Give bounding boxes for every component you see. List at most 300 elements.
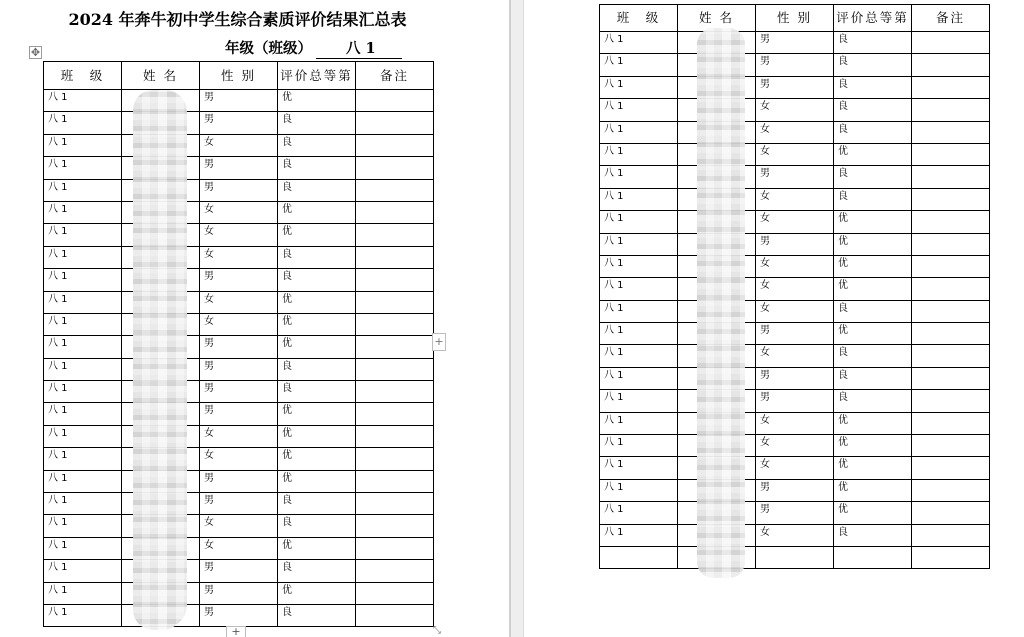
cell-remarks[interactable] (912, 99, 990, 121)
cell-class[interactable]: 八 1 (600, 54, 678, 76)
cell-gender[interactable]: 女 (200, 448, 278, 470)
cell-class[interactable]: 八 1 (600, 390, 678, 412)
cell-class[interactable]: 八 1 (44, 403, 122, 425)
cell-evaluation[interactable]: 良 (278, 269, 356, 291)
table-resize-corner-icon[interactable]: ⤡ (433, 625, 441, 636)
header-gender: 性 别 (756, 5, 834, 32)
cell-name[interactable] (122, 448, 200, 470)
cell-gender[interactable]: 男 (200, 112, 278, 134)
cell-evaluation[interactable]: 良 (834, 367, 912, 389)
cell-evaluation[interactable]: 良 (278, 179, 356, 201)
cell-evaluation[interactable]: 良 (278, 515, 356, 537)
cell-name[interactable] (122, 470, 200, 492)
table-row (44, 515, 434, 537)
cell-evaluation[interactable]: 优 (278, 425, 356, 447)
cell-name[interactable] (678, 211, 756, 233)
cell-name[interactable] (122, 313, 200, 335)
cell-evaluation[interactable]: 优 (834, 323, 912, 345)
cell-remarks[interactable] (912, 479, 990, 501)
cell-gender[interactable]: 男 (200, 336, 278, 358)
cell-gender[interactable]: 男 (756, 166, 834, 188)
cell-class[interactable]: 八 1 (44, 201, 122, 223)
cell-evaluation[interactable]: 良 (834, 188, 912, 210)
cell-evaluation[interactable]: 优 (278, 403, 356, 425)
cell-remarks[interactable] (356, 425, 434, 447)
cell-class[interactable]: 八 1 (44, 269, 122, 291)
empty-cell[interactable] (678, 546, 756, 568)
table-row (600, 255, 990, 277)
cell-remarks[interactable] (356, 358, 434, 380)
cell-remarks[interactable] (356, 403, 434, 425)
cell-class[interactable]: 八 1 (600, 76, 678, 98)
cell-name[interactable] (122, 515, 200, 537)
cell-gender[interactable]: 男 (200, 381, 278, 403)
header-name: 姓 名 (122, 62, 200, 90)
empty-cell[interactable] (600, 546, 678, 568)
cell-class[interactable]: 八 1 (600, 99, 678, 121)
cell-remarks[interactable] (912, 278, 990, 300)
cell-gender[interactable]: 男 (756, 367, 834, 389)
cell-evaluation[interactable]: 优 (834, 278, 912, 300)
cell-name[interactable] (678, 502, 756, 524)
cell-evaluation[interactable]: 良 (278, 493, 356, 515)
table-row (600, 345, 990, 367)
cell-name[interactable] (122, 291, 200, 313)
cell-remarks[interactable] (356, 313, 434, 335)
cell-evaluation[interactable]: 良 (834, 345, 912, 367)
table-row (600, 524, 990, 546)
cell-remarks[interactable] (912, 166, 990, 188)
cell-gender[interactable]: 女 (200, 246, 278, 268)
cell-gender[interactable]: 女 (756, 435, 834, 457)
cell-evaluation[interactable]: 良 (278, 157, 356, 179)
cell-class[interactable]: 八 1 (600, 32, 678, 54)
cell-name[interactable] (122, 246, 200, 268)
cell-class[interactable]: 八 1 (600, 479, 678, 501)
cell-class[interactable]: 八 1 (44, 604, 122, 626)
cell-name[interactable] (122, 403, 200, 425)
cell-name[interactable] (122, 493, 200, 515)
empty-cell[interactable] (756, 546, 834, 568)
table-header-row (44, 62, 434, 90)
table-row (44, 224, 434, 246)
cell-name[interactable] (678, 435, 756, 457)
cell-evaluation[interactable]: 良 (834, 76, 912, 98)
cell-class[interactable]: 八 1 (600, 188, 678, 210)
cell-class[interactable]: 八 1 (44, 381, 122, 403)
table-row (44, 179, 434, 201)
cell-class[interactable]: 八 1 (600, 367, 678, 389)
cell-gender[interactable]: 男 (756, 502, 834, 524)
cell-gender[interactable]: 男 (200, 560, 278, 582)
cell-remarks[interactable] (356, 470, 434, 492)
table-row (600, 211, 990, 233)
cell-gender[interactable]: 女 (756, 345, 834, 367)
cell-class[interactable]: 八 1 (600, 166, 678, 188)
table-row (600, 479, 990, 501)
cell-remarks[interactable] (356, 537, 434, 559)
cell-class[interactable]: 八 1 (600, 323, 678, 345)
cell-remarks[interactable] (912, 390, 990, 412)
cell-class[interactable]: 八 1 (600, 255, 678, 277)
cell-gender[interactable]: 女 (756, 211, 834, 233)
cell-remarks[interactable] (912, 143, 990, 165)
table-row (600, 99, 990, 121)
table-row (44, 582, 434, 604)
cell-gender[interactable]: 女 (756, 99, 834, 121)
cell-gender[interactable]: 男 (756, 323, 834, 345)
table-row (600, 121, 990, 143)
cell-name[interactable] (122, 179, 200, 201)
cell-class[interactable]: 八 1 (600, 502, 678, 524)
cell-class[interactable]: 八 1 (44, 313, 122, 335)
cell-evaluation[interactable]: 优 (278, 582, 356, 604)
cell-name[interactable] (678, 54, 756, 76)
cell-remarks[interactable] (356, 134, 434, 156)
cell-class[interactable]: 八 1 (44, 157, 122, 179)
cell-gender[interactable]: 男 (756, 390, 834, 412)
cell-evaluation[interactable]: 良 (278, 381, 356, 403)
header-class: 班 级 (44, 62, 122, 90)
table-row (600, 390, 990, 412)
table-row (600, 188, 990, 210)
add-row-plus-icon[interactable]: + (226, 626, 246, 637)
cell-evaluation[interactable]: 良 (834, 524, 912, 546)
cell-remarks[interactable] (912, 233, 990, 255)
cell-class[interactable]: 八 1 (44, 515, 122, 537)
cell-evaluation[interactable]: 优 (278, 201, 356, 223)
cell-name[interactable] (678, 99, 756, 121)
grade-value: 八 1 (316, 37, 402, 59)
cell-gender[interactable]: 女 (756, 524, 834, 546)
cell-evaluation[interactable]: 优 (278, 90, 356, 112)
cell-evaluation[interactable]: 优 (834, 412, 912, 434)
cell-name[interactable] (678, 367, 756, 389)
cell-class[interactable]: 八 1 (44, 448, 122, 470)
cell-evaluation[interactable]: 良 (834, 121, 912, 143)
cell-evaluation[interactable]: 良 (278, 134, 356, 156)
cell-remarks[interactable] (912, 323, 990, 345)
cell-evaluation[interactable]: 优 (278, 537, 356, 559)
table-row (44, 157, 434, 179)
cell-name[interactable] (678, 233, 756, 255)
cell-class[interactable]: 八 1 (44, 470, 122, 492)
cell-gender[interactable]: 女 (756, 121, 834, 143)
table-row (44, 448, 434, 470)
cell-remarks[interactable] (356, 582, 434, 604)
table-row (600, 435, 990, 457)
table-row (600, 32, 990, 54)
cell-class[interactable]: 八 1 (44, 112, 122, 134)
summary-table-page-1 (43, 61, 434, 627)
cell-evaluation[interactable]: 良 (834, 300, 912, 322)
cell-evaluation[interactable]: 优 (278, 224, 356, 246)
table-row (600, 54, 990, 76)
cell-remarks[interactable] (912, 188, 990, 210)
document-title: 2024 年奔牛初中学生综合素质评价结果汇总表 (68, 10, 407, 29)
cell-name[interactable] (678, 188, 756, 210)
cell-class[interactable]: 八 1 (600, 435, 678, 457)
grade-label: 年级（班级） (225, 40, 312, 57)
cell-remarks[interactable] (356, 246, 434, 268)
table-row (600, 412, 990, 434)
cell-class[interactable]: 八 1 (600, 121, 678, 143)
cell-remarks[interactable] (356, 90, 434, 112)
cell-evaluation[interactable]: 良 (834, 32, 912, 54)
cell-class[interactable]: 八 1 (44, 336, 122, 358)
cell-remarks[interactable] (912, 121, 990, 143)
cell-evaluation[interactable]: 良 (834, 390, 912, 412)
header-remarks: 备注 (912, 5, 990, 32)
table-row (44, 313, 434, 335)
cell-evaluation[interactable]: 良 (834, 99, 912, 121)
cell-class[interactable]: 八 1 (600, 143, 678, 165)
cell-evaluation[interactable]: 优 (834, 143, 912, 165)
cell-class[interactable]: 八 1 (600, 412, 678, 434)
cell-name[interactable] (122, 336, 200, 358)
cell-evaluation[interactable]: 良 (278, 604, 356, 626)
header-name: 姓 名 (678, 5, 756, 32)
cell-gender[interactable]: 女 (200, 425, 278, 447)
cell-class[interactable]: 八 1 (44, 537, 122, 559)
cell-name[interactable] (122, 560, 200, 582)
cell-evaluation[interactable]: 优 (278, 448, 356, 470)
cell-name[interactable] (678, 76, 756, 98)
cell-remarks[interactable] (356, 157, 434, 179)
cell-name[interactable] (122, 269, 200, 291)
cell-gender[interactable]: 男 (200, 157, 278, 179)
cell-class[interactable]: 八 1 (600, 278, 678, 300)
cell-remarks[interactable] (912, 54, 990, 76)
cell-name[interactable] (678, 390, 756, 412)
cell-gender[interactable]: 男 (756, 233, 834, 255)
cell-gender[interactable]: 女 (200, 515, 278, 537)
cell-remarks[interactable] (356, 604, 434, 626)
cell-evaluation[interactable]: 优 (278, 313, 356, 335)
cell-name[interactable] (678, 255, 756, 277)
cell-evaluation[interactable]: 优 (834, 479, 912, 501)
cell-name[interactable] (122, 134, 200, 156)
cell-gender[interactable]: 男 (200, 470, 278, 492)
cell-gender[interactable]: 女 (756, 457, 834, 479)
table-move-handle-icon[interactable]: ✥ (30, 46, 41, 59)
cell-remarks[interactable] (912, 502, 990, 524)
cell-remarks[interactable] (912, 412, 990, 434)
cell-remarks[interactable] (912, 457, 990, 479)
cell-evaluation[interactable]: 良 (278, 112, 356, 134)
cell-remarks[interactable] (356, 448, 434, 470)
table-row (600, 143, 990, 165)
cell-name[interactable] (122, 201, 200, 223)
cell-name[interactable] (122, 358, 200, 380)
cell-remarks[interactable] (912, 300, 990, 322)
table-row (44, 90, 434, 112)
cell-class[interactable]: 八 1 (44, 291, 122, 313)
cell-gender[interactable]: 男 (200, 582, 278, 604)
cell-class[interactable]: 八 1 (44, 224, 122, 246)
cell-remarks[interactable] (356, 201, 434, 223)
cell-remarks[interactable] (356, 224, 434, 246)
cell-gender[interactable]: 男 (756, 76, 834, 98)
cell-name[interactable] (122, 604, 200, 626)
cell-remarks[interactable] (356, 179, 434, 201)
cell-remarks[interactable] (356, 269, 434, 291)
cell-class[interactable]: 八 1 (44, 582, 122, 604)
cell-gender[interactable]: 男 (200, 604, 278, 626)
cell-name[interactable] (678, 166, 756, 188)
cell-gender[interactable]: 女 (756, 143, 834, 165)
cell-evaluation[interactable]: 优 (278, 336, 356, 358)
cell-evaluation[interactable]: 优 (278, 470, 356, 492)
table-row (600, 233, 990, 255)
cell-class[interactable]: 八 1 (600, 211, 678, 233)
cell-gender[interactable]: 女 (756, 278, 834, 300)
cell-gender[interactable]: 女 (200, 313, 278, 335)
cell-class[interactable]: 八 1 (600, 457, 678, 479)
table-row (44, 291, 434, 313)
table-row (44, 201, 434, 223)
cell-remarks[interactable] (912, 255, 990, 277)
page-separator (509, 0, 524, 637)
cell-name[interactable] (122, 112, 200, 134)
cell-gender[interactable]: 男 (200, 358, 278, 380)
empty-cell[interactable] (912, 546, 990, 568)
cell-remarks[interactable] (356, 112, 434, 134)
cell-class[interactable]: 八 1 (600, 300, 678, 322)
cell-name[interactable] (678, 412, 756, 434)
cell-evaluation[interactable]: 优 (278, 291, 356, 313)
cell-gender[interactable]: 女 (200, 291, 278, 313)
cell-gender[interactable]: 女 (200, 201, 278, 223)
cell-evaluation[interactable]: 优 (834, 502, 912, 524)
cell-evaluation[interactable]: 良 (834, 54, 912, 76)
cell-name[interactable] (678, 345, 756, 367)
cell-remarks[interactable] (912, 345, 990, 367)
table-row (600, 166, 990, 188)
cell-remarks[interactable] (356, 291, 434, 313)
table-row (44, 381, 434, 403)
cell-name[interactable] (678, 479, 756, 501)
table-row (600, 323, 990, 345)
cell-remarks[interactable] (356, 336, 434, 358)
cell-name[interactable] (122, 90, 200, 112)
cell-evaluation[interactable]: 优 (834, 233, 912, 255)
header-evaluation: 评价总等第 (834, 5, 912, 32)
cell-name[interactable] (678, 32, 756, 54)
cell-evaluation[interactable]: 优 (834, 211, 912, 233)
cell-class[interactable]: 八 1 (44, 493, 122, 515)
cell-remarks[interactable] (912, 211, 990, 233)
cell-evaluation[interactable]: 良 (278, 560, 356, 582)
cell-name[interactable] (678, 524, 756, 546)
cell-evaluation[interactable]: 优 (834, 457, 912, 479)
table-row (44, 246, 434, 268)
cell-name[interactable] (678, 323, 756, 345)
table-row (44, 425, 434, 447)
table-row (44, 134, 434, 156)
cell-gender[interactable]: 女 (756, 188, 834, 210)
cell-name[interactable] (122, 582, 200, 604)
cell-remarks[interactable] (356, 493, 434, 515)
table-row (44, 358, 434, 380)
table-row (600, 300, 990, 322)
table-row (44, 112, 434, 134)
cell-gender[interactable]: 男 (200, 403, 278, 425)
cell-name[interactable] (678, 143, 756, 165)
cell-name[interactable] (678, 121, 756, 143)
cell-class[interactable]: 八 1 (44, 560, 122, 582)
cell-gender[interactable]: 男 (200, 493, 278, 515)
header-class: 班 级 (600, 5, 678, 32)
cell-gender[interactable]: 女 (200, 134, 278, 156)
empty-cell[interactable] (834, 546, 912, 568)
cell-class[interactable]: 八 1 (44, 134, 122, 156)
cell-gender[interactable]: 男 (756, 54, 834, 76)
table-row (44, 336, 434, 358)
cell-class[interactable]: 八 1 (44, 246, 122, 268)
cell-class[interactable]: 八 1 (44, 90, 122, 112)
cell-evaluation[interactable]: 良 (834, 166, 912, 188)
cell-class[interactable]: 八 1 (600, 345, 678, 367)
cell-class[interactable]: 八 1 (600, 524, 678, 546)
header-remarks: 备注 (356, 62, 434, 90)
cell-remarks[interactable] (912, 32, 990, 54)
cell-evaluation[interactable]: 良 (278, 246, 356, 268)
cell-name[interactable] (122, 157, 200, 179)
add-column-plus-icon[interactable]: + (432, 333, 446, 351)
cell-remarks[interactable] (912, 435, 990, 457)
cell-gender[interactable]: 女 (200, 537, 278, 559)
cell-remarks[interactable] (912, 524, 990, 546)
cell-name[interactable] (122, 381, 200, 403)
cell-evaluation[interactable]: 优 (834, 435, 912, 457)
cell-remarks[interactable] (356, 381, 434, 403)
table-row-empty (600, 546, 990, 568)
cell-remarks[interactable] (356, 560, 434, 582)
cell-gender[interactable]: 女 (756, 412, 834, 434)
cell-name[interactable] (678, 300, 756, 322)
cell-gender[interactable]: 男 (200, 179, 278, 201)
cell-gender[interactable]: 男 (756, 479, 834, 501)
table-row (600, 278, 990, 300)
cell-remarks[interactable] (912, 367, 990, 389)
cell-name[interactable] (678, 278, 756, 300)
cell-gender[interactable]: 女 (756, 255, 834, 277)
cell-evaluation[interactable]: 优 (834, 255, 912, 277)
cell-gender[interactable]: 女 (200, 224, 278, 246)
table-row (44, 560, 434, 582)
cell-class[interactable]: 八 1 (44, 425, 122, 447)
cell-gender[interactable]: 男 (756, 32, 834, 54)
cell-class[interactable]: 八 1 (44, 179, 122, 201)
cell-remarks[interactable] (912, 76, 990, 98)
cell-gender[interactable]: 女 (756, 300, 834, 322)
cell-name[interactable] (678, 457, 756, 479)
table-row (600, 502, 990, 524)
cell-class[interactable]: 八 1 (600, 233, 678, 255)
cell-gender[interactable]: 男 (200, 269, 278, 291)
table-row (600, 76, 990, 98)
cell-name[interactable] (122, 425, 200, 447)
cell-name[interactable] (122, 224, 200, 246)
cell-evaluation[interactable]: 良 (278, 358, 356, 380)
table-row (44, 604, 434, 626)
cell-class[interactable]: 八 1 (44, 358, 122, 380)
cell-gender[interactable]: 男 (200, 90, 278, 112)
cell-remarks[interactable] (356, 515, 434, 537)
cell-name[interactable] (122, 537, 200, 559)
summary-table-page-2 (599, 4, 990, 569)
